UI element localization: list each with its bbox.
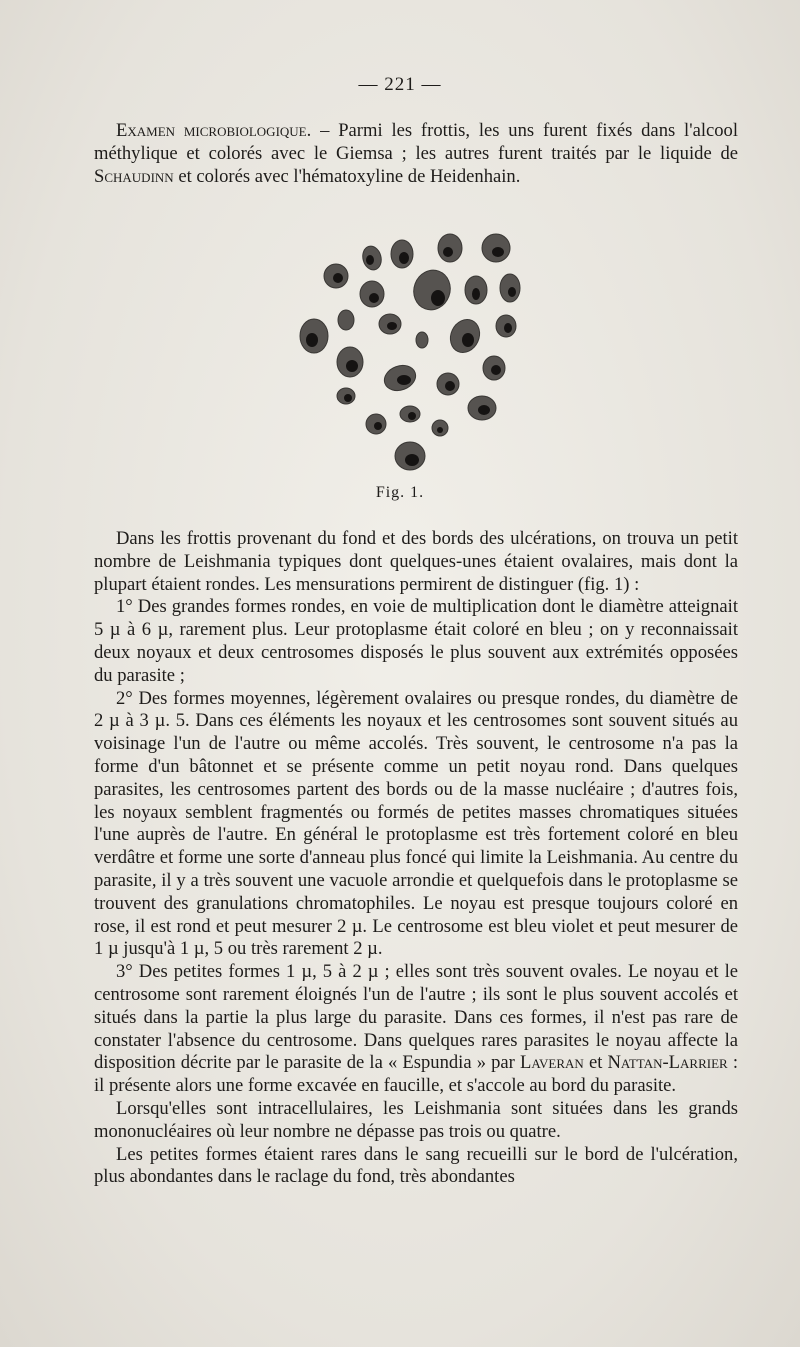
author-name: Schaudinn	[94, 165, 174, 187]
figure-caption: Fig. 1.	[375, 484, 425, 501]
paragraph-4-end: : il présente alors une forme excavée en faucille, et s'accole au bord du parasite.	[94, 1052, 738, 1097]
paragraph-5: Lorsqu'elles sont intracellulaires, les Leishmania sont situées dans les grands mononucléaires où leur nombre ne dépasse pas trois ou quatre.	[94, 1097, 738, 1142]
nucleus	[437, 427, 443, 433]
nucleus	[408, 412, 416, 420]
page-number: — 221 —	[358, 74, 442, 95]
nucleus	[397, 375, 411, 385]
paragraph-3: 2° Des formes moyennes, légèrement ovalaires ou presque rondes, du diamètre de 2 µ à 3 µ. 5. Dans ces éléments les noyaux et les centrosomes sont souvent situés au voisinage l'un de l'autre ou même accolés. Très souvent, le centrosome n'a pas la forme d'un bâtonnet et se présente comme un petit noyau rond. Dans quelques parasites, les centrosomes partent des bords ou de la masse nucléaire ; d'autres fois, les noyaux semblent fragmentés ou formés de petites masses chromatiques situées l'une auprès de l'autre. En général le protoplasme est très fortement coloré en bleu verdâtre et forme une sorte d'anneau plus foncé qui limite la Leishmania. Au centre du parasite, il y a très souvent une vacuole arrondie et quelquefois dans le protoplasme se trouvent des granulations chromatophiles. Le noyau est presque toujours coloré en rose, il est rond et peut mesurer 2 µ. Le centrosome est bleu violet et peut mesurer de 1 µ jusqu'à 1 µ, 5 ou très rarement 2 µ.	[94, 687, 738, 960]
paragraph-1: Dans les frottis provenant du fond et des bords des ulcérations, on trouva un petit nombre de Leishmania typiques dont quelques-unes étaient ovalaires, mais dont la plupart étaient rondes. Les mensurations permirent de distinguer (fig. 1) :	[94, 528, 738, 595]
nucleus	[431, 290, 445, 306]
nucleus	[374, 422, 382, 430]
nucleus	[472, 288, 480, 300]
nucleus	[492, 247, 504, 257]
nucleus	[508, 287, 516, 297]
nucleus	[333, 273, 343, 283]
nucleus	[445, 381, 455, 391]
paragraph-4-start: 3° Des petites formes 1 µ, 5 à 2 µ ; elles sont très souvent ovales. Le noyau et le centrosome sont rarement éloignés l'un de l'autre ; ils sont le plus souvent accolés et situés dans la partie la plus large du parasite. Dans ces formes, il n'est pas rare de constater l'absence du centrosome. Dans quelques rares parasites le noyau affecte la disposition décrite par le parasite de la « Espundia » par	[94, 961, 738, 1074]
nucleus	[369, 293, 379, 303]
nucleus	[399, 252, 409, 264]
paragraph-4-and: et	[583, 1052, 608, 1074]
nucleus	[344, 394, 352, 402]
parasite-cell	[408, 265, 456, 315]
nucleus	[462, 333, 474, 347]
intro-block	[94, 120, 738, 188]
nucleus	[478, 405, 490, 415]
section-label: Examen microbiologique.	[116, 120, 312, 141]
nucleus	[346, 360, 358, 372]
parasite-illustration	[290, 228, 530, 478]
figure-parasites	[290, 228, 530, 478]
author-nattan-larrier: Nattan-Larrier	[607, 1052, 728, 1074]
paragraph-2: 1° Des grandes formes rondes, en voie de multiplication dont le diamètre atteignait 5 µ à 6 µ, rarement plus. Leur protoplasme était coloré en bleu ; on y reconnaissait deux noyaux et deux centrosomes disposés le plus souvent aux extrémités opposées du parasite ;	[94, 596, 738, 686]
intro-paragraph	[94, 120, 738, 188]
nucleus	[405, 454, 419, 466]
nucleus	[387, 322, 397, 330]
intro-text: – Parmi les frottis, les uns furent fixés dans l'alcool méthylique et colorés avec le Giemsa ; les autres furent traités par le liquide de	[94, 120, 738, 164]
nucleus	[366, 255, 374, 265]
nucleus	[491, 365, 501, 375]
body-text	[94, 528, 738, 1189]
parasite-cell	[416, 332, 428, 348]
nucleus	[443, 247, 453, 257]
parasite-cell	[338, 310, 354, 330]
paragraph-4	[94, 961, 738, 1098]
paragraph-6: Les petites formes étaient rares dans le sang recueilli sur le bord de l'ulcération, plus abondantes dans le raclage du fond, très abondantes	[94, 1143, 738, 1188]
nucleus	[306, 333, 318, 347]
intro-text-end: et colorés avec l'hématoxyline de Heidenhain.	[173, 165, 521, 187]
author-laveran: Laveran	[519, 1052, 584, 1074]
nucleus	[504, 323, 512, 333]
